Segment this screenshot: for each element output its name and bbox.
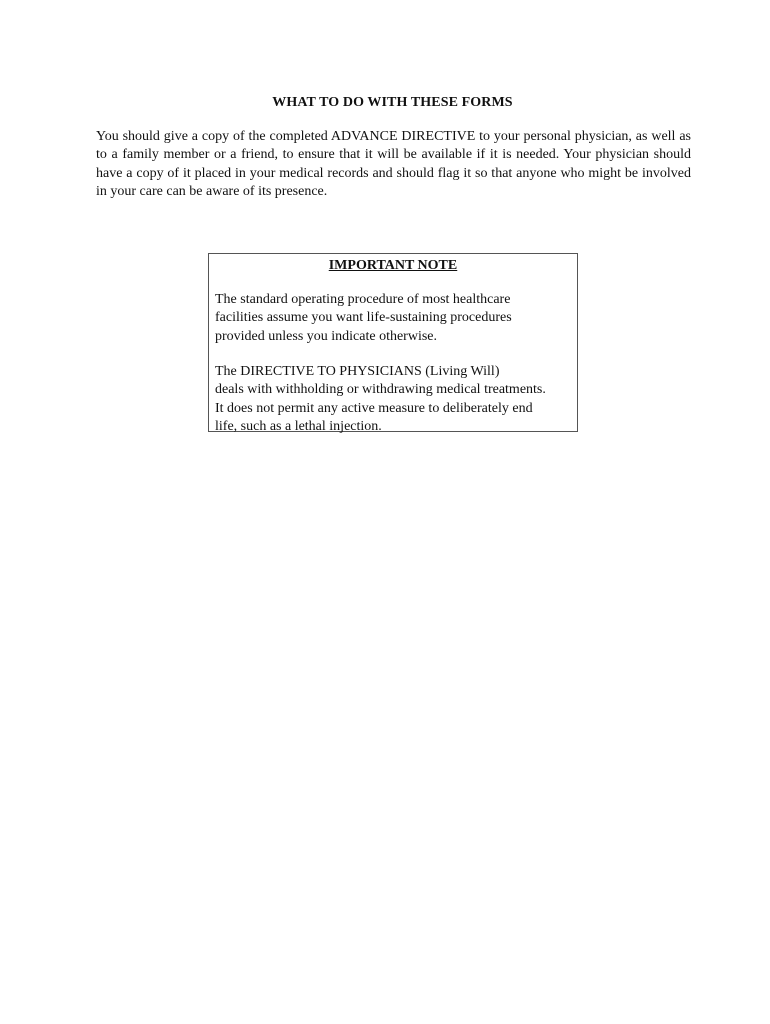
page-title: WHAT TO DO WITH THESE FORMS: [272, 95, 513, 110]
note-paragraph-2: [215, 363, 577, 437]
note-line: provided unless you indicate otherwise.: [215, 328, 438, 344]
note-line: life, such as a lethal injection.: [215, 419, 382, 435]
important-note-box: [208, 253, 578, 435]
note-line: deals with withholding or withdrawing medical treatments.: [215, 382, 546, 398]
intro-paragraph: You should give a copy of the completed ADVANCE DIRECTIVE to your personal physician, as well as to a family member or a friend, to ensure that it will be available if it is needed. Your physician should have a copy of it placed in your medical records and should flag it so that anyone who might be involved in your care can be aware of its presence.: [96, 129, 691, 200]
note-line: facilities assume you want life-sustaining procedures: [215, 310, 512, 326]
note-line: The standard operating procedure of most healthcare: [215, 292, 511, 307]
note-line: It does not permit any active measure to deliberately end: [215, 400, 533, 416]
note-line: The DIRECTIVE TO PHYSICIANS (Living Will): [215, 364, 500, 379]
note-paragraph-1: [215, 291, 577, 346]
important-note-heading: IMPORTANT NOTE: [328, 258, 458, 273]
